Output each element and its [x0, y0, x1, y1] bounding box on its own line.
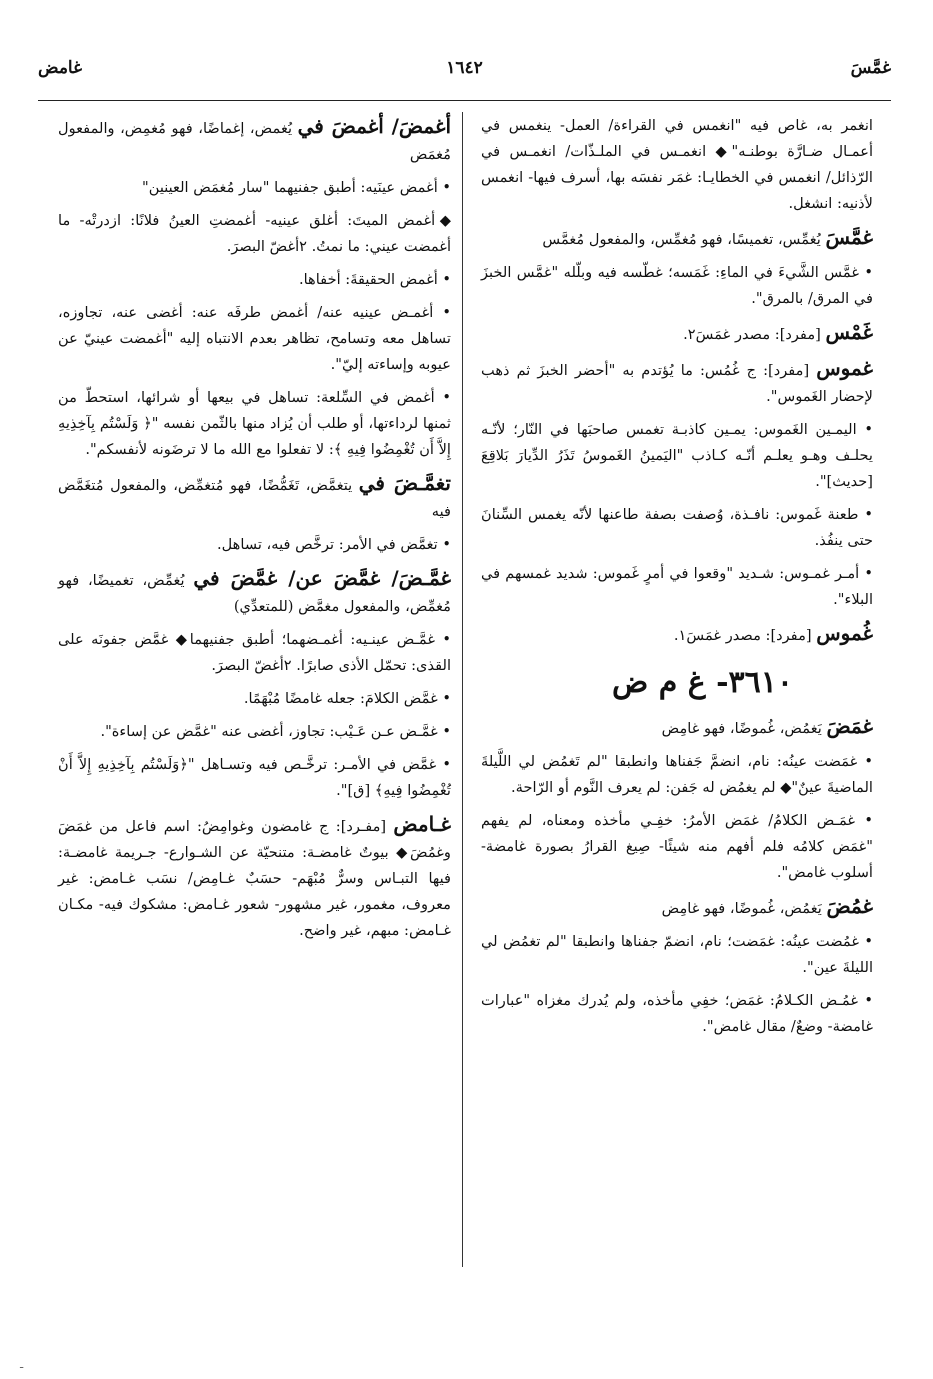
headword: غمَّسَ: [825, 225, 873, 249]
entry-text: • غمَّس الشَّيءَ في الماءِ: غَمَسه؛ غطّسه فيه وبلّله "غمَّس الخبزَ في المرق/ بالمرق".: [481, 264, 873, 307]
definition-paragraph: [58, 175, 451, 201]
dictionary-entry: [58, 565, 451, 620]
dictionary-entry: [481, 319, 873, 348]
entry-text: • أمـر غمـوس: شـديد "وقعوا في أمرٍ غَموس: شديد غمسهم في البلاء".: [481, 565, 873, 608]
entry-text: [مفرد]: مصدر غمَسَ١.: [673, 627, 817, 644]
headword: غمُضَ: [826, 894, 873, 918]
right-column: [481, 113, 873, 1047]
definition-paragraph: [481, 749, 873, 801]
entry-text: • تغمَّض في الأمر: ترخَّص فيه، تساهل.: [216, 536, 451, 553]
definition-paragraph: [481, 561, 873, 613]
entry-text: يتغمَّض، تَغَمُّضًا، فهو مُتغمِّض، والمفعول مُتغَمَّض فيه: [58, 477, 451, 520]
headword: غمَضَ: [826, 714, 873, 738]
entry-text: يَغمُض، غُموضًا، فهو غامِض: [661, 900, 827, 917]
entry-text: يُغمِّض، تغميضًا، فهو مُغمِّض، والمفعول مغمَّض (للمتعدِّي): [58, 572, 451, 615]
headword: أغمضَ/ أغمضَ في: [297, 114, 452, 138]
headword: غَمْس: [825, 320, 873, 344]
entry-text: • غمَضت عينُه: نام، انضمَّ جَفناها وانطبقا "لم تَغمُض لي اللَّيلةَ الماضيةَ عينٌ"◆ لم يغمُض له جَفن: لم يعرف النَّوم أو الرّاحة.: [481, 753, 873, 796]
entry-text: • غمَـض الكلامُ/ غمَض الأمرُ: خفِـي مأخذه ومعناه، لم يفهم "غمَض كلامُه فلم أفهم منه شيئًا- صِيغ القرارُ بصورة غامضة- أسلوب غامض".: [481, 812, 873, 881]
header-guide-word-left: غامض: [38, 58, 83, 78]
entry-text: • غمُضت عينُه: غمَضت؛ نام، انضمّ جفناها وانطبقا "لم تغمُض لي الليلةَ عين".: [481, 933, 873, 976]
column-divider: [462, 112, 463, 1267]
dictionary-entry: [58, 470, 451, 525]
entry-text: • أغمض في السِّلعة: تساهل في بيعها أو شرائها، استحطّ من ثمنها لرداءتها، أو طلب أن يُزاد منها بالثّمن نفسه "﴿ وَلَسْتُم بِآخِذِيهِ إِلاَّ أَن تُغْمِضُوا فِيهِ ﴾: لا تفعلوا مع الله ما لا ترضَونه لأنفسكم".: [58, 389, 451, 458]
definition-paragraph: [481, 113, 873, 217]
definition-paragraph: [58, 719, 451, 745]
entry-text: • غمَّـض عـن عَـيْب: تجاوز، أغضى عنه "غمَّض عن إساءة".: [100, 723, 451, 740]
definition-paragraph: [58, 752, 451, 804]
definition-paragraph: [58, 385, 451, 463]
entry-text: [مفـرد]: ج غامضون وغوامِضُ: اسم فاعل من غمَضَ وغمُضَ◆ بيوتٌ غامضـة: متنحيّة عن الشـوارع- جـريمة غامضـة: فيها التبـاس وسرٌّ مُبْهَم- حسَبٌ غـامِض/ نسَب غـامض: غير معروف، مغمور، غير مشهور- شعور غـامض: مشكوك فيه- مكـان غـامض: مبهم، غير واضح.: [58, 818, 451, 939]
entry-text: • غمَّض الكلامَ: جعله غامضًا مُبْهَمًا.: [243, 690, 451, 707]
entry-text: يُغمض، إغماضًا، فهو مُغمِض، والمفعول مُغمَض: [58, 120, 451, 163]
dictionary-entry: [481, 620, 873, 649]
dictionary-entry: [481, 224, 873, 253]
definition-paragraph: [481, 260, 873, 312]
definition-paragraph: [58, 208, 451, 260]
definition-paragraph: [58, 532, 451, 558]
dictionary-entry: [58, 113, 451, 168]
headword: غمَّـضَ/ غمَّضَ عن/ غمَّضَ في: [193, 566, 452, 590]
entry-text: • أغمض عينَيه: أطبق جفنيهما "سار مُغمَض العينين": [142, 179, 451, 196]
entry-text: [مفرد]: ج غُمُس: ما يُؤتدم به "أحضر الخبزَ ثم ذهب لإحضار الغَموس".: [481, 362, 873, 405]
entry-text: • طعنة غَموس: نافـذة، وُصفت بصفة طاعنها لأنّه يغمس السِّنانَ حتى ينفُذ.: [481, 506, 873, 549]
definition-paragraph: [58, 686, 451, 712]
headword: تغمَّـضَ في: [358, 471, 451, 495]
header-rule: [38, 100, 891, 101]
left-column: [58, 113, 451, 951]
dictionary-entry: [58, 811, 451, 944]
definition-paragraph: [481, 417, 873, 495]
headword: غـامض: [393, 812, 451, 836]
entry-text: • غمُـض الكـلامُ: غمَض؛ خفِي مأخذه، ولم يُدرك مغزاه "عبارات غامضة- وضعٌ/ مقال غامض".: [481, 992, 873, 1035]
dictionary-entry: [481, 893, 873, 922]
entry-text: • غمَّـض عينـيه: أغمـضهما؛ أطبق جفنيهما◆ غمَّض جفونَه على القذى: تحمّل الأذى صابرًا. ٢أغضّ البصرَ.: [58, 631, 451, 674]
dictionary-entry: [481, 713, 873, 742]
definition-paragraph: [481, 929, 873, 981]
definition-paragraph: [481, 502, 873, 554]
definition-paragraph: [58, 267, 451, 293]
dictionary-entry: [481, 355, 873, 410]
header-guide-word-right: غمَّسَ: [850, 58, 891, 78]
entry-text: • أغمـض عينيه عنه/ أغمض طرفَه عنه: أغضى عنه، تجاوزه، تساهل معه وتسامح، تظاهر بعدم الانتباه إليه "أغمضت عينيّ عن عيوبه وإساءته إليّ".: [58, 304, 451, 373]
definition-paragraph: [481, 808, 873, 886]
root-heading: ٣٦١٠- غ م ض: [612, 665, 793, 700]
entry-text: • غمَّض في الأمـر: ترخَّـص فيه وتسـاهل "﴿وَلَسْتُم بِآخِذِيهِ إِلاَّ أَنْ تُغْمِضُوا فِيهِ﴾ [ق]".: [58, 756, 451, 799]
headword: غموس: [816, 356, 873, 380]
definition-paragraph: [58, 300, 451, 378]
footer-mark: ـ: [20, 1358, 24, 1371]
definition-paragraph: [481, 988, 873, 1040]
entry-text: • أغمض الحقيقةَ: أخفاها.: [298, 271, 451, 288]
entry-text: • اليمـين الغَموس: يمـين كاذبـة تغمس صاحبَها في النّار؛ لأنّـه يحلـف وهـو يعلـم أنّـه كـاذب "اليَمينُ الغَموسُ تَذَرُ الدِّيارَ بَلاقِعَ [حديث]".: [481, 421, 873, 490]
definition-paragraph: [58, 627, 451, 679]
page-number: ١٦٤٢: [446, 58, 483, 78]
entry-text: ◆أغمض الميتَ: أغلق عينيه- أغمضتِ العينُ فلانًا: ازدرتْه- ما أغمضت عيني: ما نمتُ. ٢أغضّ البصرَ.: [58, 212, 451, 255]
page-header: [38, 58, 891, 88]
entry-text: يَغمُض، غُموضًا، فهو غامِض: [661, 720, 827, 737]
entry-text: يُغمِّس، تغميسًا، فهو مُغمِّس، والمفعول مُغمَّس: [542, 231, 826, 248]
entry-text: [مفرد]: مصدر غمَسَ٢.: [683, 326, 826, 343]
headword: غُموس: [816, 621, 873, 645]
entry-text: انغمر به، غاص فيه "انغمس في القراءة/ العمل- ينغمس في أعمـال ضـارَّة بوطنـه"◆ انغمـس في الملـذّات/ انغمـس في الرّذائل/ انغمس في الخطايـا: غمَر نفسَه بها، أسرف فيها- انغمس لأذنيه: انشغل.: [481, 117, 873, 212]
